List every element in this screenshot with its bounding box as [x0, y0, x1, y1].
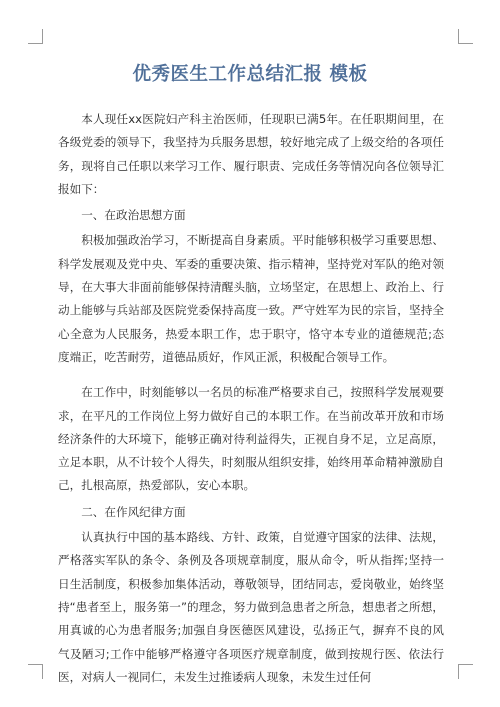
crop-mark-top-right — [458, 29, 473, 44]
paragraph-discipline: 认真执行中国的基本路线、方针、政策，自觉遵守国家的法律、法规，严格落实军队的条令、条例及各项规章制度，服从命令，听从指挥;坚持一日生活制度，积极参加集体活动，尊敬领导，团结同志，爱岗敬业，始终坚持“患者至上，服务第一”的理念，努力做到急患者之所急，想患者之所想，用真诚的心为患者服务;加强自身医德医风建设，弘扬正气，摒弃不良的风气及陋习;工作中能够严格遵守各项医疗规章制度，做到按规行医、依法行医，对病人一视同仁，未发生过推诿病人现象，未发生过任何 — [58, 530, 444, 684]
section-heading-discipline: 二、在作风纪律方面 — [81, 504, 186, 519]
section-heading-political: 一、在政治思想方面 — [81, 208, 186, 223]
crop-mark-top-left — [28, 29, 43, 44]
paragraph-intro: 本人现任xx医院妇产科主治医师，任现职已满5年。在任职期间里，在各级党委的领导下，我坚持为兵服务思想，较好地完成了上级交给的各项任务，现将自己任职以来学习工作、履行职责、完成任务等情况向各位领导汇报如下： — [58, 112, 444, 196]
crop-mark-bottom-right — [458, 664, 473, 679]
crop-mark-bottom-left — [28, 664, 43, 679]
paragraph-work-attitude: 在工作中，时刻能够以一名员的标准严格要求自己，按照科学发展观要求，在平凡的工作岗位上努力做好自己的本职工作。在当前改革开放和市场经济条件的大环境下，能够正确对待利益得失，正视自身不足，立足高原，立足本职，从不计较个人得失，时刻服从组织安排，始终用革命精神激励自己，扎根高原，热爱部队，安心本职。 — [58, 385, 444, 493]
paragraph-political-study: 积极加强政治学习，不断提高自身素质。平时能够积极学习重要思想、科学发展观及党中央、军委的重要决策、指示精神，坚持党对军队的绝对领导，在大事大非面前能够保持清醒头脑，立场坚定，在思想上、政治上、行动上能够与兵站部及医院党委保持高度一致。严守姓军为民的宗旨，坚持全心全意为人民服务，热爱本职工作，忠于职守，恪守本专业的道德规范;态度端正，吃苦耐劳，道德品质好，作风正派，积极配合领导工作。 — [58, 233, 444, 364]
document-title: 优秀医生工作总结汇报 模板 — [132, 64, 368, 85]
document-body — [58, 108, 444, 689]
